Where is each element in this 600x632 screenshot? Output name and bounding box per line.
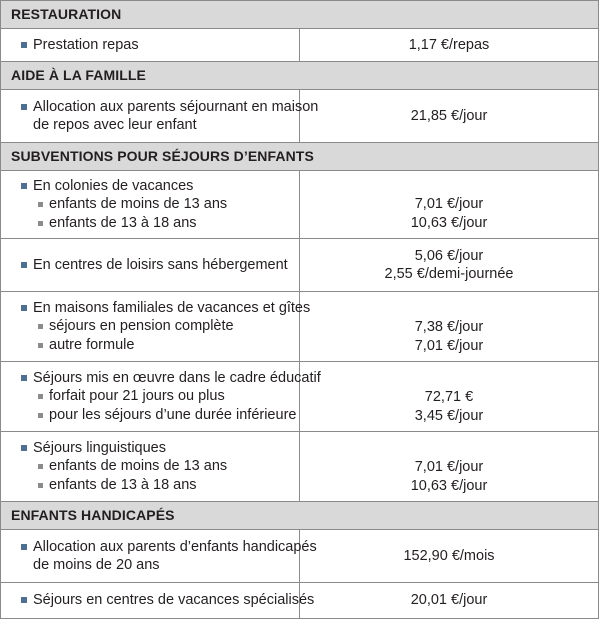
table-row [1, 583, 599, 619]
label-text: séjours en pension complète [49, 318, 234, 335]
row-label [1, 362, 321, 432]
row-label [1, 432, 300, 502]
label-line [9, 214, 291, 233]
section-header [1, 1, 599, 29]
bullet-square-icon [21, 544, 27, 550]
bullet-square-icon [21, 305, 27, 311]
label-line [9, 116, 291, 135]
row-label [1, 29, 300, 62]
label-line [9, 336, 291, 355]
table-row [1, 90, 599, 143]
sub-bullet-square-icon [38, 324, 43, 329]
label-text: enfants de 13 à 18 ans [49, 476, 197, 493]
value-text: 7,38 €/jour [414, 319, 484, 335]
table-row [1, 29, 599, 62]
sub-bullet-square-icon [38, 394, 43, 399]
label-text: de repos avec leur enfant [33, 117, 197, 133]
table-row [1, 239, 599, 292]
label-line [9, 387, 291, 406]
bullet-square-icon [21, 183, 27, 189]
label-line [9, 299, 311, 318]
label-text: Allocation aux parents d’enfants handicapés [33, 538, 317, 555]
value-text: 152,90 €/mois [403, 547, 495, 564]
row-value [300, 530, 599, 583]
value-text: 20,01 €/jour [410, 592, 488, 609]
sub-bullet-square-icon [38, 464, 43, 469]
label-text: enfants de moins de 13 ans [49, 196, 228, 213]
sub-bullet-square-icon [38, 413, 43, 418]
table-row [1, 530, 599, 583]
sub-bullet-square-icon [38, 483, 43, 488]
label-text: En maisons familiales de vacances et gîtes [33, 299, 311, 316]
row-label [1, 90, 319, 143]
label-text: autre formule [49, 336, 135, 353]
label-text: enfants de moins de 13 ans [49, 458, 228, 475]
label-line [9, 256, 291, 275]
sub-bullet-square-icon [38, 221, 43, 226]
label-line [9, 439, 291, 458]
bullet-square-icon [21, 375, 27, 381]
label-line [9, 457, 291, 476]
value-text: 10,63 €/jour [410, 214, 488, 231]
bullet-square-icon [21, 42, 27, 48]
value-text: 72,71 € [424, 389, 474, 405]
label-text: de moins de 20 ans [33, 557, 160, 573]
label-line [9, 195, 291, 214]
label-line [9, 36, 291, 55]
label-text: Séjours linguistiques [33, 439, 166, 456]
section-header [1, 143, 599, 171]
section-header [1, 502, 599, 530]
label-line [9, 406, 297, 425]
sub-bullet-square-icon [38, 343, 43, 348]
value-text: 3,45 €/jour [414, 407, 484, 424]
label-line [9, 556, 291, 575]
row-label [1, 239, 300, 292]
table-row [1, 432, 599, 502]
value-text: 7,01 €/jour [414, 196, 484, 212]
label-line [9, 476, 291, 495]
label-line [9, 591, 315, 610]
row-value [300, 583, 599, 619]
section-title: SUBVENTIONS POUR SÉJOURS D’ENFANTS [1, 143, 599, 171]
section-header [1, 62, 599, 90]
value-text: 10,63 €/jour [410, 477, 488, 494]
value-text: 7,01 €/jour [414, 337, 484, 354]
row-value [300, 29, 599, 62]
sub-bullet-square-icon [38, 202, 43, 207]
label-text: enfants de 13 à 18 ans [49, 214, 197, 231]
row-value [300, 292, 599, 362]
label-line [9, 317, 291, 336]
row-value [300, 171, 599, 239]
row-label [1, 583, 315, 619]
section-title: ENFANTS HANDICAPÉS [1, 502, 599, 530]
bullet-square-icon [21, 104, 27, 110]
bullet-square-icon [21, 597, 27, 603]
row-label [1, 292, 311, 362]
value-text: 21,85 €/jour [410, 107, 488, 124]
value-text: 1,17 €/repas [408, 36, 490, 53]
section-title: RESTAURATION [1, 1, 599, 29]
row-value [300, 362, 599, 432]
table-row [1, 292, 599, 362]
label-line [9, 98, 319, 117]
row-label [1, 530, 317, 583]
row-value [300, 90, 599, 143]
value-text: 2,55 €/demi-journée [384, 266, 514, 282]
label-line [9, 177, 291, 196]
label-text: En centres de loisirs sans hébergement [33, 256, 288, 273]
section-title: AIDE À LA FAMILLE [1, 62, 599, 90]
label-text: Allocation aux parents séjournant en maison [33, 98, 319, 115]
label-text: En colonies de vacances [33, 177, 194, 194]
label-text: Prestation repas [33, 36, 139, 53]
label-text: forfait pour 21 jours ou plus [49, 388, 225, 405]
table-row [1, 362, 599, 432]
label-line [9, 538, 317, 557]
value-text: 5,06 €/jour [414, 247, 484, 264]
label-text: pour les séjours d’une durée inférieure [49, 406, 297, 423]
label-text: Séjours mis en œuvre dans le cadre éducatif [33, 369, 321, 386]
label-line [9, 369, 321, 388]
value-text: 7,01 €/jour [414, 459, 484, 475]
bullet-square-icon [21, 445, 27, 451]
table-row [1, 171, 599, 239]
bullet-square-icon [21, 262, 27, 268]
label-text: Séjours en centres de vacances spécialisés [33, 592, 315, 609]
row-value [300, 432, 599, 502]
row-value [300, 239, 599, 292]
row-label [1, 171, 300, 239]
